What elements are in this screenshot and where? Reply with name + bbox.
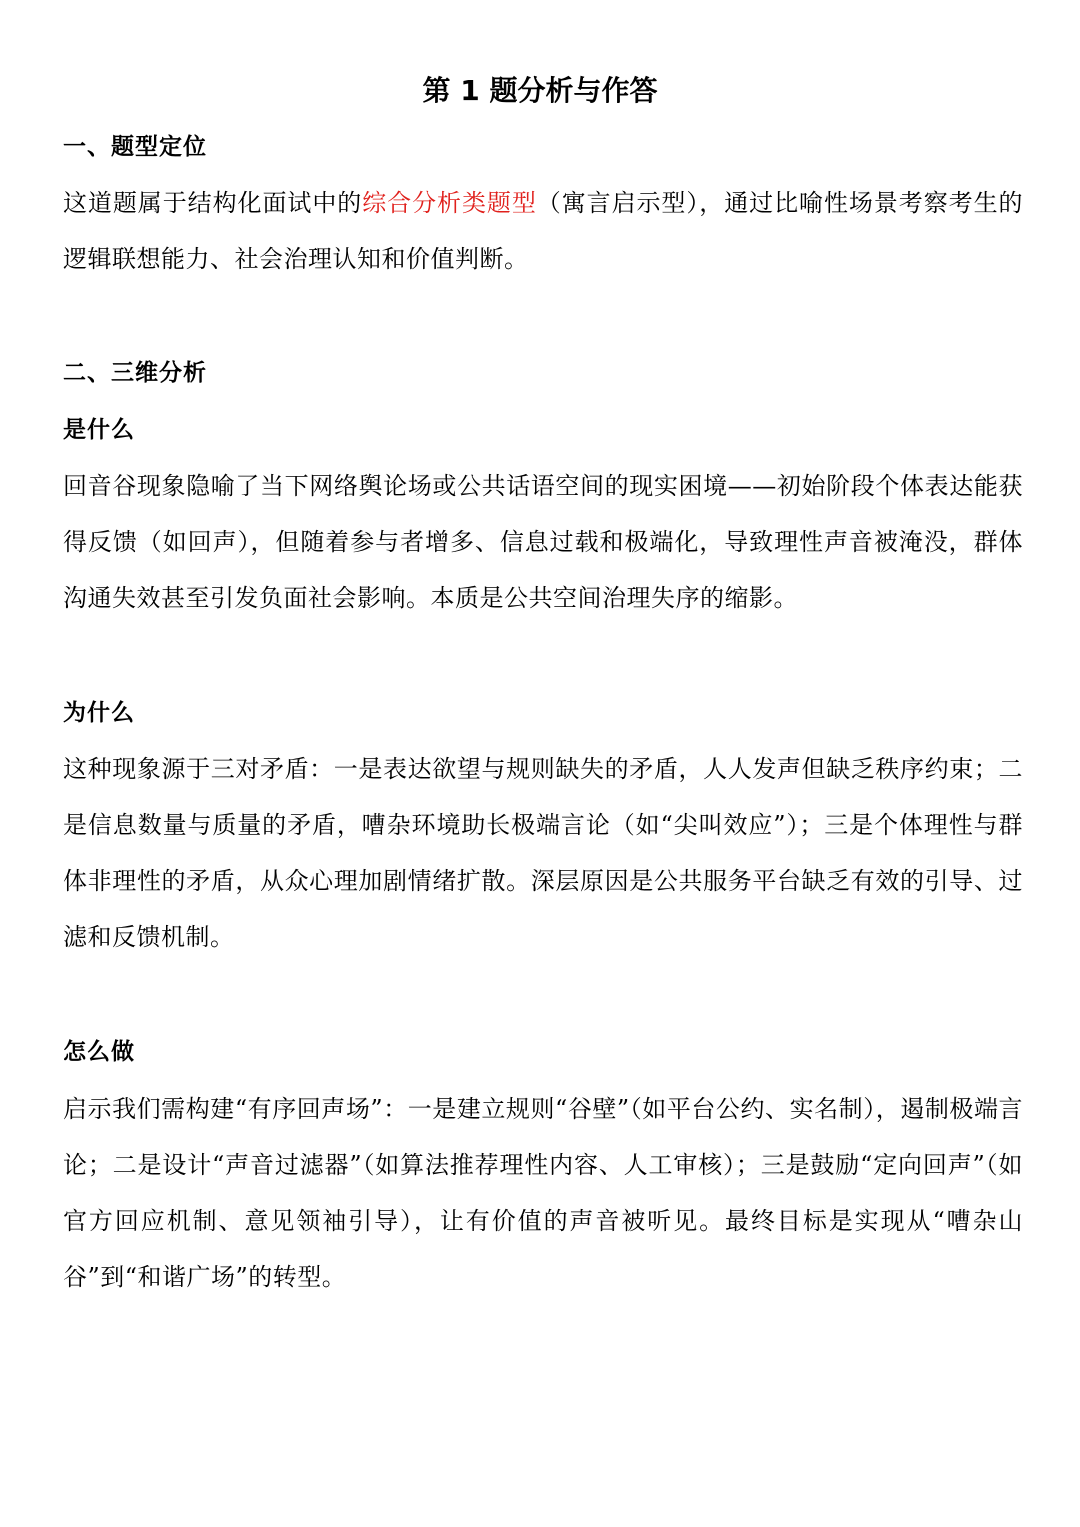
highlighted-term: 综合分析类题型 <box>362 189 537 217</box>
paragraph-what: 回音谷现象隐喻了当下网络舆论场或公共话语空间的现实困境——初始阶段个体表达能获得反馈（如回声），但随着参与者增多、信息过载和极端化，导致理性声音被淹没，群体沟通失效甚至引发负面社会影响。本质是公共空间治理失序的缩影。 <box>63 472 1023 612</box>
paragraph-why: 这种现象源于三对矛盾：一是表达欲望与规则缺失的矛盾，人人发声但缺乏秩序约束；二是信息数量与质量的矛盾，嘈杂环境助长极端言论（如“尖叫效应”）；三是个体理性与群体非理性的矛盾，从众心理加剧情绪扩散。深层原因是公共服务平台缺乏有效的引导、过滤和反馈机制。 <box>63 755 1023 951</box>
paragraph-how: 启示我们需构建“有序回声场”：一是建立规则“谷壁”（如平台公约、实名制），遏制极端言论；二是设计“声音过滤器”（如算法推荐理性内容、人工审核）；三是鼓励“定向回声”（如官方回应机制、意见领袖引导），让有价值的声音被听见。最终目标是实现从“嘈杂山谷”到“和谐广场”的转型。 <box>63 1095 1023 1291</box>
paragraph-text-before: 这道题属于结构化面试中的 <box>63 189 363 217</box>
subheading-how: 怎么做 <box>63 1039 135 1065</box>
page-title: 第 1 题分析与作答 <box>422 74 658 107</box>
subheading-what: 是什么 <box>63 417 135 443</box>
section-heading-3d-analysis: 二、三维分析 <box>63 360 207 386</box>
subheading-why: 为什么 <box>63 700 135 726</box>
section-heading-question-type: 一、题型定位 <box>63 134 207 160</box>
paragraph-question-type <box>63 175 1023 287</box>
paragraph-text-after: （寓言启示型），通过比喻性场景考察考生的逻辑联想能力、社会治理认知和价值判断。 <box>63 189 1024 273</box>
